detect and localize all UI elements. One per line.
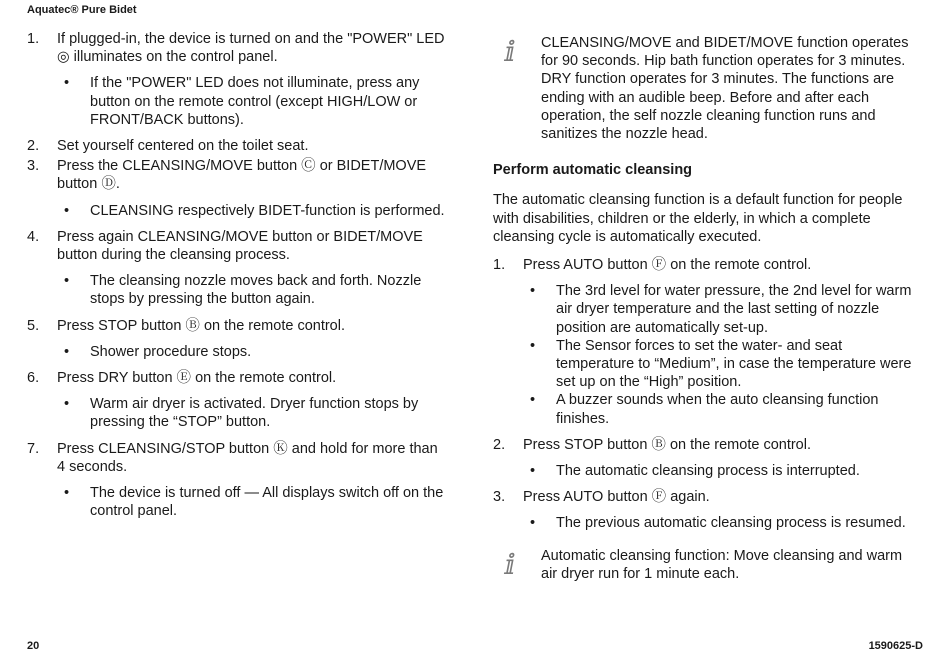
step-number: 3.: [27, 158, 40, 175]
step-text: If plugged-in, the device is turned on and the "POWER" LED ◎ illuminates on the control panel.: [57, 31, 445, 66]
section-title: Perform automatic cleansing: [493, 162, 693, 179]
bullet-list: [27, 343, 447, 361]
step-text: Press CLEANSING/STOP button Ⓚ and hold for more than 4 seconds.: [57, 440, 438, 475]
bullet-list: [27, 74, 447, 129]
intro-paragraph: The automatic cleansing function is a default function for people with disabilities, children or the elderly, in which a complete cleansing cycle is automatically executed.: [493, 192, 903, 245]
bullet-item: • The 3rd level for water pressure, the 2nd level for warm air dryer temperature and the last setting of nozzle position are automatically set-up.: [556, 282, 915, 337]
info-text: Automatic cleansing function: Move cleansing and warm air dryer run for 1 minute each.: [541, 547, 903, 582]
step-number: 3.: [493, 489, 506, 506]
step-3: [27, 157, 447, 193]
bullet-list: [27, 202, 447, 220]
bullet-list: [493, 462, 915, 480]
step-6: [27, 369, 447, 387]
step-text: Press AUTO button Ⓕ on the remote control.: [523, 257, 812, 274]
info-text: CLEANSING/MOVE and BIDET/MOVE function operates for 90 seconds. Hip bath function operates for 3 minutes. DRY function operates for 3 minutes. The functions are ending with an audible beep. Before and after each operation, the self nozzle cleaning function runs and sanitizes the nozzle head.: [541, 35, 909, 143]
step-number: 7.: [27, 440, 40, 457]
bullet-item: • CLEANSING respectively BIDET-function is performed.: [90, 202, 447, 220]
bullet-item: • The device is turned off — All displays switch off on the control panel.: [90, 484, 447, 520]
document-header: Aquatec® Pure Bidet: [27, 4, 137, 16]
info-icon: ⅈ: [505, 35, 516, 68]
step-1: [27, 30, 447, 66]
step-number: 4.: [27, 228, 40, 245]
step-number: 2.: [27, 138, 40, 155]
bullet-item: • Shower procedure stops.: [90, 343, 447, 361]
step-text: Press STOP button Ⓑ on the remote control.: [523, 436, 811, 453]
bullet-item: • If the "POWER" LED does not illuminate, press any button on the remote control (except HIGH/LOW or FRONT/BACK buttons).: [90, 74, 447, 129]
auto-step-2: [493, 436, 915, 454]
bullet-item: • The Sensor forces to set the water- and seat temperature to “Medium”, in case the temperature were set up on the “High” position.: [556, 337, 915, 392]
step-7: [27, 440, 447, 476]
right-column: [493, 34, 915, 601]
info-note: [493, 34, 915, 143]
left-column: [27, 30, 447, 528]
page-number: 20: [27, 640, 40, 652]
bullet-list: [493, 282, 915, 428]
bullet-list: [27, 272, 447, 308]
bullet-item: • A buzzer sounds when the auto cleansing function finishes.: [556, 391, 915, 427]
step-number: 5.: [27, 317, 40, 334]
auto-step-1: [493, 256, 915, 274]
step-number: 1.: [27, 31, 40, 47]
info-note: [493, 547, 915, 583]
info-icon: ⅈ: [505, 547, 516, 581]
step-number: 2.: [493, 436, 506, 453]
step-number: 1.: [493, 257, 506, 274]
step-text: Press AUTO button Ⓕ again.: [523, 489, 710, 506]
step-text: Press again CLEANSING/MOVE button or BIDET/MOVE button during the cleansing process.: [57, 228, 423, 264]
bullet-list: [27, 484, 447, 520]
bullet-item: • The previous automatic cleansing process is resumed.: [556, 514, 915, 532]
step-4: [27, 228, 447, 264]
bullet-item: • The automatic cleansing process is interrupted.: [556, 462, 915, 480]
bullet-list: [493, 514, 915, 532]
step-number: 6.: [27, 370, 40, 387]
bullet-item: • Warm air dryer is activated. Dryer function stops by pressing the “STOP” button.: [90, 395, 447, 431]
document-id: 1590625-D: [868, 640, 923, 652]
bullet-item: • The cleansing nozzle moves back and forth. Nozzle stops by pressing the button again.: [90, 272, 447, 308]
auto-step-3: [493, 488, 915, 506]
step-text: Press the CLEANSING/MOVE button Ⓒ or BIDET/MOVE button Ⓓ.: [57, 158, 427, 193]
step-5: [27, 317, 447, 335]
step-text: Press DRY button Ⓔ on the remote control.: [57, 370, 337, 387]
step-text: Set yourself centered on the toilet seat.: [57, 138, 309, 155]
step-2: [27, 137, 447, 155]
step-text: Press STOP button Ⓑ on the remote control.: [57, 317, 345, 334]
bullet-list: [27, 395, 447, 431]
